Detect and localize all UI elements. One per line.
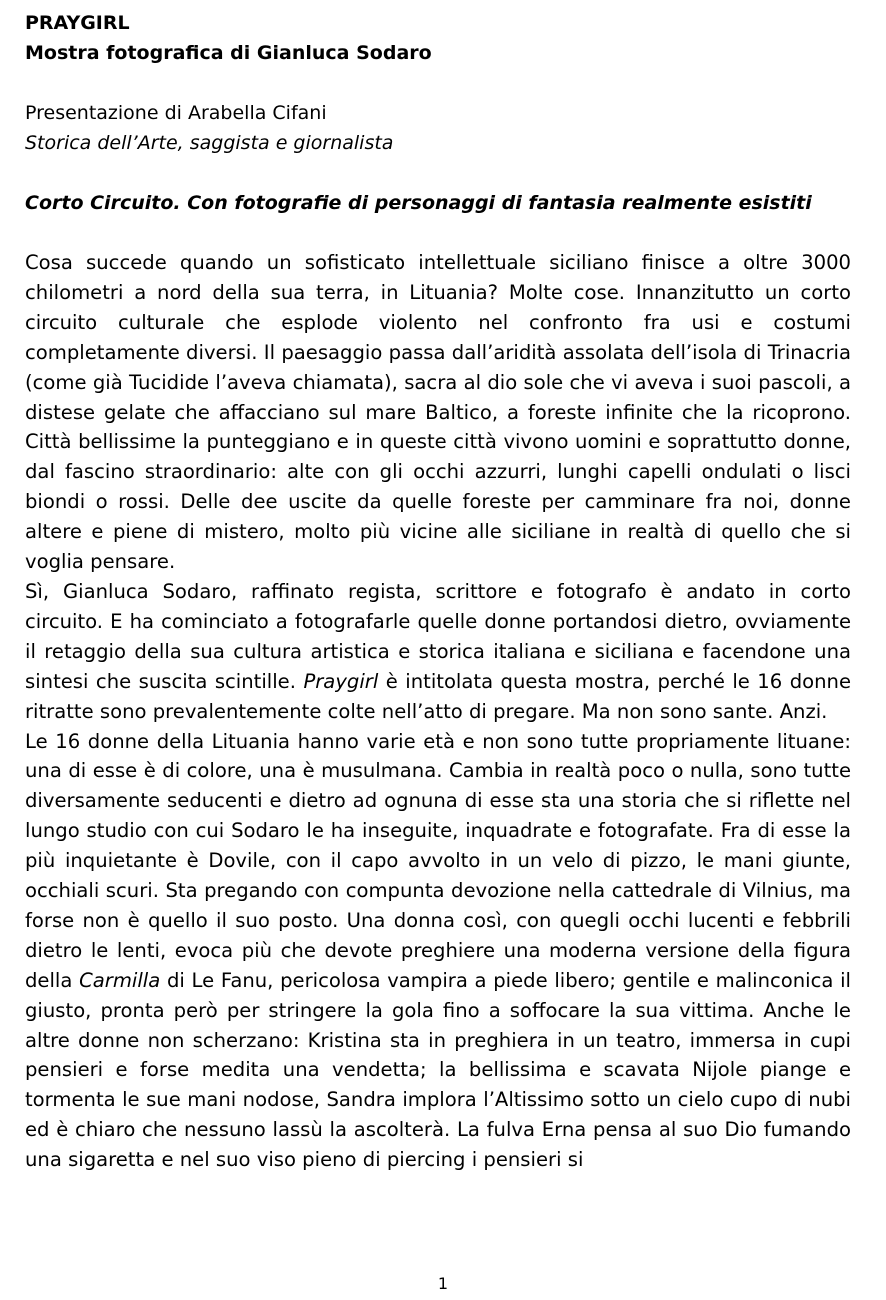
- document-subtitle: Mostra fotografica di Gianluca Sodaro: [25, 42, 432, 64]
- body-paragraph-3: [25, 727, 851, 1176]
- paragraph-text: Le 16 donne della Lituania hanno varie età e non sono tutte propriamente lituane: una di esse è di colore, una è musulmana. Cambia in realtà poco o nulla, sono tutte diversamente seducenti e dietro ad ognuna di esse sta una storia che si riflette nel lungo studio con cui Sodaro le ha inseguite, inquadrate e fotografate. Fra di esse la più inquietante è Dovile, con il capo avvolto in un velo di pizzo, le mani giunte, occhiali scuri. Sta pregando con compunta devozione nella cattedrale di Vilnius, ma forse non è quello il suo posto. Una donna così, con quegli occhi lucenti e febbrili dietro le lenti, evoca più che devote preghiere una moderna versione della figura della: [25, 729, 851, 992]
- spacer: [25, 158, 851, 188]
- presenter-line: Presentazione di Arabella Cifani: [25, 102, 327, 124]
- book-title: Carmilla: [79, 968, 161, 992]
- spacer: [25, 68, 851, 98]
- presenter-role: Storica dell’Arte, saggista e giornalista: [25, 132, 394, 154]
- paragraph-text: Sì, Gianluca Sodaro, raffinato regista, scrittore e fotografo è andato in corto circuito. E ha cominciato a fotografarle quelle donne portandosi dietro, ovviamente il retaggio della sua cultura artistica e storica italiana e siciliana e facendone una sintesi che suscita scintille.: [25, 579, 851, 693]
- article-title: Corto Circuito. Con fotografie di personaggi di fantasia realmente esistiti: [25, 192, 812, 214]
- document-page: [25, 8, 851, 1175]
- paragraph-text: è intitolata questa mostra, perché le 16 donne ritratte sono prevalentemente colte nell’atto di pregare. Ma non sono sante. Anzi.: [25, 669, 852, 723]
- exhibition-title: Praygirl: [303, 669, 379, 693]
- spacer: [25, 218, 851, 248]
- body-paragraph-1: Cosa succede quando un sofisticato intellettuale siciliano finisce a oltre 3000 chilometri a nord della sua terra, in Lituania? Molte cose. Innanzitutto un corto circuito culturale che esplode violento nel confronto fra usi e costumi completamente diversi. Il paesaggio passa dall’aridità assolata dell’isola di Trinacria (come già Tucidide l’aveva chiamata), sacra al dio sole che vi aveva i suoi pascoli, a distese gelate che affacciano sul mare Baltico, a foreste infinite che la ricoprono. Città bellissime la punteggiano e in queste città vivono uomini e soprattutto donne, dal fascino straordinario: alte con gli occhi azzurri, lunghi capelli ondulati o lisci biondi o rossi. Delle dee uscite da quelle foreste per camminare fra noi, donne altere e piene di mistero, molto più vicine alle siciliane in realtà di quello che si voglia pensare.: [25, 251, 851, 574]
- page-number: 1: [437, 1274, 449, 1293]
- paragraph-text: di Le Fanu, pericolosa vampira a piede libero; gentile e malinconica il giusto, pronta però per stringere la gola fino a soffocare la sua vittima. Anche le altre donne non scherzano: Kristina sta in preghiera in un teatro, immersa in cupi pensieri e forse medita una vendetta; la bellissima e scavata Nijole piange e tormenta le sue mani nodose, Sandra implora l’Altissimo sotto un cielo cupo di nubi ed è chiaro che nessuno lassù la ascolterà. La fulva Erna pensa al suo Dio fumando una sigaretta e nel suo viso pieno di piercing i pensieri si: [25, 968, 851, 1172]
- document-title: PRAYGIRL: [25, 12, 130, 34]
- body-paragraph-2: [25, 577, 851, 727]
